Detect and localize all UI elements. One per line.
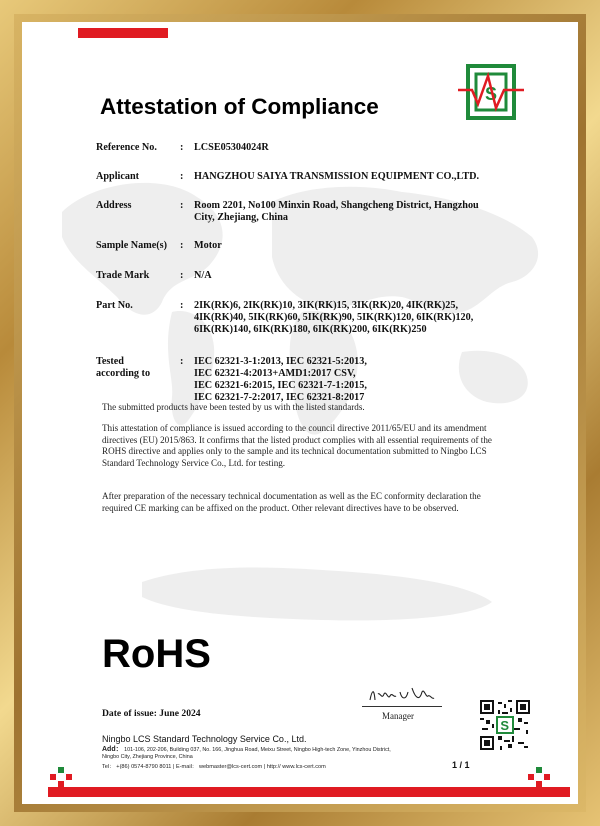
document-title: Attestation of Compliance [100,94,379,119]
field-colon: : [180,142,184,153]
logo-letter: S [485,84,498,104]
page-number: 1 / 1 [452,760,470,770]
standard-line: IEC 62321-4:2013+AMD1:2017 CSV, [194,368,356,379]
field-value: N/A [194,270,212,281]
deco-square [50,774,56,780]
field-label: Applicant [96,171,140,182]
field-colon: : [180,300,184,311]
signature-line [362,706,442,707]
paragraph-ce-marking: After preparation of the necessary technical documentation as well as the EC conformity declaration the required CE marking can be affixed on the product. Other relevant directives have to be observed. [102,491,481,513]
field-value [194,356,514,404]
field-colon: : [180,270,184,281]
qr-logo-letter: S [500,718,510,733]
issuer-address [102,746,402,761]
deco-square [544,774,550,780]
field-label: Reference No. [96,142,157,153]
deco-square [58,767,64,773]
paragraph-tested: The submitted products have been tested by us with the listed standards. [102,402,365,412]
field-label: Trade Mark [96,270,150,281]
field-value: HANGZHOU SAIYA TRANSMISSION EQUIPMENT CO.,LTD. [194,171,480,182]
issuer-contact: Tel： +(86) 0574-8790 8011 | E-mail： webmaster@lcs-cert.com | http:// www.lcs-cert.com [102,764,326,770]
field-value: 2IK(RK)6, 2IK(RK)10, 3IK(RK)15, 3IK(RK)20, 4IK(RK)25, 4IK(RK)40, 5IK(RK)60, 5IK(RK)90, 5IK(RK)120, 6IK(RK)120, 6IK(RK)140, 6IK(RK)180, 6IK(RK)200, 6IK(RK)250 [194,300,474,335]
standard-line: IEC 62321-7-2:2017, IEC 62321-8:2017 [194,392,365,403]
rohs-mark: RoHS [102,632,211,676]
deco-square [528,774,534,780]
deco-square [66,774,72,780]
address-text: 101-106, 202-206, Building 037, No. 166, Jinghua Road, Meixu Street, Ningbo High-tech Zone, Yinzhou District, Ningbo City, Zhejiang Province, China [102,747,391,760]
deco-square [58,781,64,787]
address-label: Add： [102,746,123,753]
deco-square [536,781,542,787]
manager-signature [366,684,438,706]
field-label: Sample Name(s) [96,240,168,251]
certificate-paper [22,22,578,804]
deco-square [536,767,542,773]
field-colon: : [180,200,184,211]
field-value: Room 2201, No100 Minxin Road, Shangcheng District, Hangzhou City, Zhejiang, China [194,200,479,223]
issuer-name: Ningbo LCS Standard Technology Service Co., Ltd. [102,734,307,744]
field-value: Motor [194,240,222,251]
field-label: Part No. [96,300,133,311]
bottom-red-bar [48,787,570,797]
field-colon: : [180,171,184,182]
field-label: Address [96,200,132,211]
paragraph-directive: This attestation of compliance is issued according to the council directive 2011/65/EU and its amendment directives (EU) 2015/863. It confirms that the listed product complies with all essential requirements of the ROHS directive and applies only to the sample and its technical documentation submitted to Ningbo LCS Standard Technology Service Co., Ltd. for testing. [102,423,492,468]
field-value: LCSE05304024R [194,142,269,153]
field-label: Tested according to [96,356,151,379]
field-colon: : [180,356,184,367]
lcs-logo [458,64,524,120]
standard-line: IEC 62321-3-1:2013, IEC 62321-5:2013, [194,356,367,367]
date-of-issue: Date of issue: June 2024 [102,708,201,719]
standard-line: IEC 62321-6:2015, IEC 62321-7-1:2015, [194,380,367,391]
qr-code[interactable] [480,700,530,750]
signatory-title: Manager [382,711,414,721]
field-colon: : [180,240,184,251]
